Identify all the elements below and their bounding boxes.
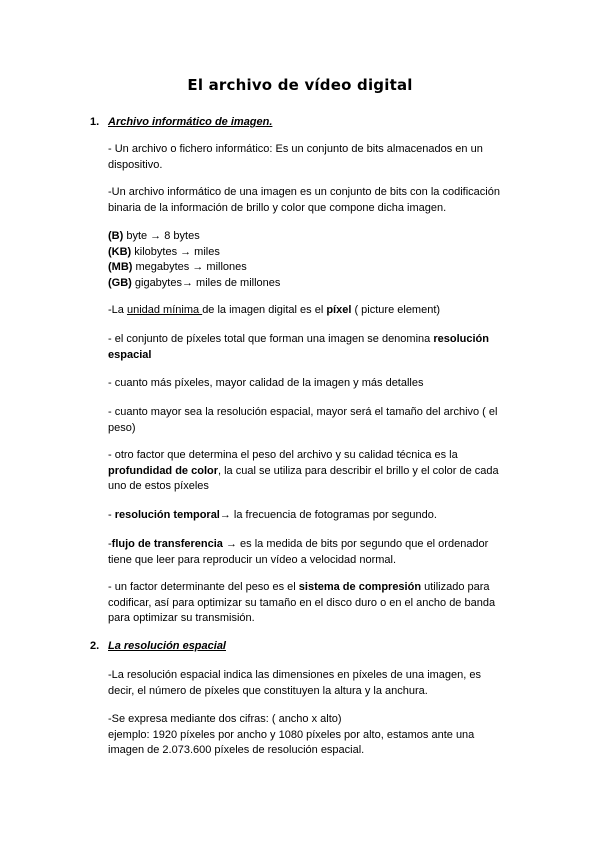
- paragraph-text: - Un archivo o fichero informático: Es un conjunto de bits almacenados en un dispositivo.: [108, 143, 483, 171]
- paragraph-text: -Un archivo informático de una imagen es un conjunto de bits con la codificación binaria de la información de brillo y color que compone dicha imagen.: [108, 186, 500, 214]
- unit-item-gigabyte: (GB) gigabytes→ miles de millones: [108, 276, 281, 289]
- unit-item-byte: (B) byte → 8 bytes: [108, 230, 200, 242]
- paragraph-ejemplo: [108, 712, 508, 759]
- paragraph-resolucion-temporal: - resolución temporal→ la frecuencia de fotogramas por segundo.: [108, 509, 437, 521]
- section-2-number: 2.: [90, 640, 100, 652]
- units-list: [108, 229, 508, 291]
- section-1-number: 1.: [90, 116, 100, 128]
- paragraph-archivo-definition: [108, 142, 508, 173]
- paragraph-text: -La resolución espacial indica las dimensiones en píxeles de una imagen, es decir, el número de píxeles que constituyen la altura y la anchura.: [108, 669, 482, 697]
- section-1-title: Archivo informático de imagen.: [108, 116, 273, 128]
- document-title: El archivo de vídeo digital: [187, 76, 413, 94]
- paragraph-resolucion-espacial: - el conjunto de píxeles total que forman una imagen se denomina resolución espacial: [108, 333, 489, 361]
- paragraph-text: - cuanto más píxeles, mayor calidad de la imagen y más detalles: [108, 377, 424, 389]
- paragraph-archivo-imagen: [108, 185, 508, 216]
- paragraph-text: - cuanto mayor sea la resolución espacial, mayor será el tamaño del archivo ( el peso): [108, 406, 498, 434]
- paragraph-sistema-compresion: - un factor determinante del peso es el sistema de compresión utilizado para codificar, así para optimizar su tamaño en el disco duro o en el ancho de banda para optimizar su transmisión.: [108, 581, 496, 624]
- section-2-heading: [90, 640, 226, 652]
- unit-item-kilobyte: (KB) kilobytes → miles: [108, 245, 220, 258]
- paragraph-flujo-transferencia: -flujo de transferencia → es la medida de bits por segundo que el ordenador tiene que leer para reproducir un vídeo a velocidad normal.: [108, 538, 489, 566]
- paragraph-tamano-archivo: [108, 405, 508, 436]
- paragraph-text: ejemplo: 1920 píxeles por ancho y 1080 píxeles por alto, estamos ante una imagen de 2.073.600 píxeles de resolución espacial.: [108, 728, 475, 756]
- section-1-heading: [90, 116, 272, 128]
- paragraph-profundidad-color: - otro factor que determina el peso del archivo y su calidad técnica es la profundidad de color, la cual se utiliza para describir el brillo y el color de cada uno de estos píxeles: [108, 449, 499, 492]
- paragraph-dimensiones: [108, 668, 508, 699]
- unit-item-megabyte: (MB) megabytes → millones: [108, 261, 247, 273]
- paragraph-text: -Se expresa mediante dos cifras: ( ancho x alto): [108, 713, 342, 725]
- section-2-title: La resolución espacial: [108, 640, 226, 652]
- paragraph-unidad-minima: -La unidad mínima de la imagen digital es el píxel ( picture element): [108, 304, 441, 316]
- paragraph-mas-pixeles: [108, 376, 508, 392]
